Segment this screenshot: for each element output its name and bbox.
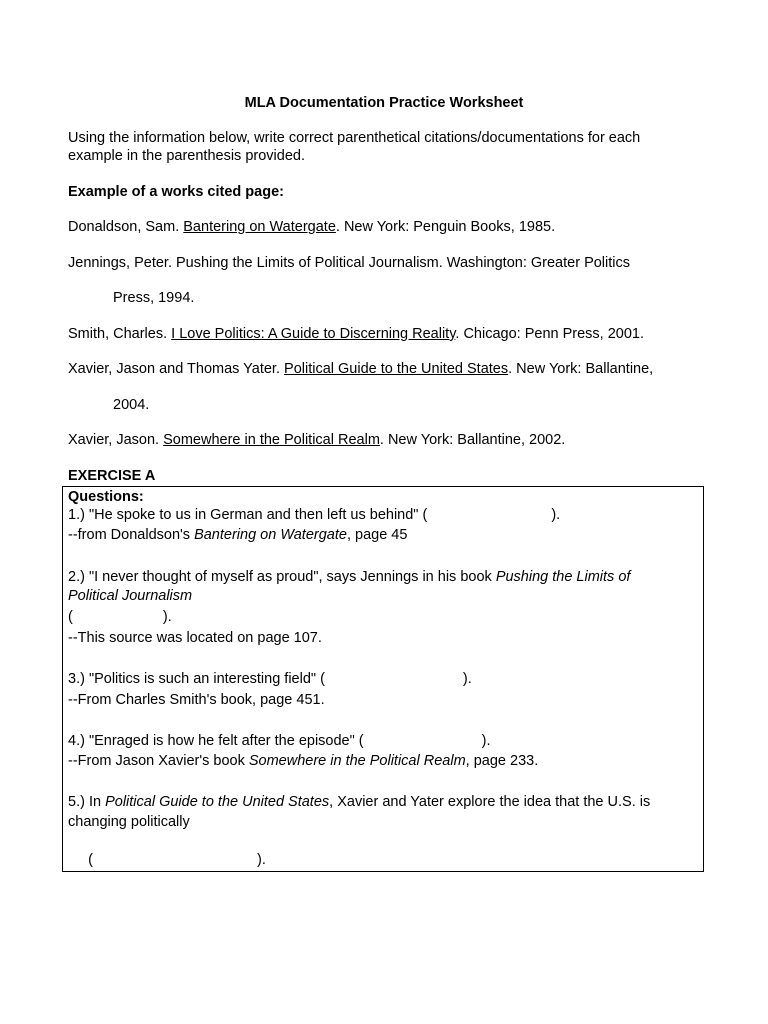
question-5-cont: changing politically	[68, 814, 190, 830]
works-cited-entry-xavier-yater-cont: 2004.	[113, 397, 150, 413]
works-cited-entry-xavier	[68, 431, 565, 449]
entry-text: Xavier, Jason and Thomas Yater.	[68, 361, 285, 377]
question-5	[68, 793, 650, 811]
source-text: , page 45	[346, 527, 408, 543]
question-5-citation	[68, 833, 266, 887]
question-2-source: --This source was located on page 107.	[68, 630, 322, 646]
entry-text: . Chicago: Penn Press, 2001.	[455, 326, 645, 342]
works-cited-entry-donaldson	[68, 218, 555, 236]
entry-text: Smith, Charles.	[68, 326, 172, 342]
questions-box	[62, 486, 704, 872]
works-cited-heading: Example of a works cited page:	[68, 184, 284, 200]
question-4	[68, 732, 491, 750]
question-3	[68, 670, 472, 688]
source-title: Somewhere in the Political Realm	[248, 753, 466, 769]
question-2-cont	[68, 587, 192, 605]
questions-heading: Questions:	[68, 489, 144, 505]
closing-paren: ).	[462, 671, 472, 687]
question-2-citation	[68, 608, 172, 626]
question-text: 2.) "I never thought of myself as proud", says Jennings in his book	[68, 569, 496, 585]
closing-paren: ).	[481, 733, 491, 749]
closing-paren: ).	[256, 852, 266, 868]
question-text: 3.) "Politics is such an interesting field" (	[68, 671, 325, 687]
instructions-line-2: example in the parenthesis provided.	[68, 148, 305, 164]
entry-text: Donaldson, Sam.	[68, 219, 184, 235]
opening-paren: (	[84, 852, 93, 868]
source-text: , page 233.	[465, 753, 539, 769]
entry-title: Bantering on Watergate	[183, 219, 336, 235]
question-4-source	[68, 752, 538, 770]
entry-title: Somewhere in the Political Realm	[163, 432, 380, 448]
source-title: Bantering on Watergate	[194, 527, 347, 543]
entry-title: Political Guide to the United States	[284, 361, 509, 377]
question-3-source: --From Charles Smith's book, page 451.	[68, 692, 325, 708]
entry-text: . New York: Ballantine,	[508, 361, 654, 377]
question-text: 4.) "Enraged is how he felt after the episode" (	[68, 733, 364, 749]
page-title: MLA Documentation Practice Worksheet	[244, 95, 524, 111]
works-cited-entry-jennings: Jennings, Peter. Pushing the Limits of Political Journalism. Washington: Greater Politics	[68, 255, 631, 271]
source-text: --From Jason Xavier's book	[68, 753, 249, 769]
closing-paren: ).	[162, 609, 172, 625]
works-cited-entry-smith	[68, 325, 644, 343]
book-title: Pushing the Limits of	[495, 569, 631, 585]
works-cited-entry-jennings-cont: Press, 1994.	[113, 290, 195, 306]
question-2	[68, 568, 630, 586]
source-text: --from Donaldson's	[68, 527, 195, 543]
exercise-heading: EXERCISE A	[68, 468, 156, 484]
opening-paren: (	[68, 609, 73, 625]
question-text: , Xavier and Yater explore the idea that the U.S. is	[329, 794, 651, 810]
question-1-source	[68, 526, 407, 544]
entry-text: . New York: Ballantine, 2002.	[379, 432, 566, 448]
works-cited-entry-xavier-yater	[68, 360, 653, 378]
entry-text: . New York: Penguin Books, 1985.	[335, 219, 556, 235]
book-title: Political Journalism	[68, 588, 193, 604]
instructions-line-1: Using the information below, write correct parenthetical citations/documentations for each	[68, 130, 641, 146]
question-text: 1.) "He spoke to us in German and then left us behind" (	[68, 507, 428, 523]
entry-text: Xavier, Jason.	[68, 432, 164, 448]
entry-title: I Love Politics: A Guide to Discerning Reality	[171, 326, 456, 342]
closing-paren: ).	[551, 507, 561, 523]
book-title: Political Guide to the United States	[105, 794, 330, 810]
question-text: 5.) In	[68, 794, 106, 810]
question-1	[68, 506, 560, 524]
